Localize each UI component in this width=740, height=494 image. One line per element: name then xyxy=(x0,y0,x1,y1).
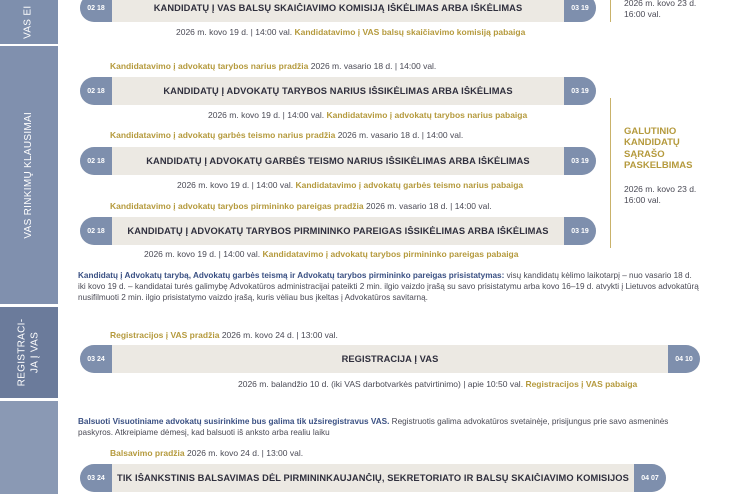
voting-note-heading: Balsuoti Visuotiniame advokatų susirinkime bus galima tik užsiregistravus VAS. xyxy=(78,417,390,426)
registration-end-caption: 2026 m. balandžio 10 d. (iki VAS darbotvarkės patvirtinimo) | apie 10:50 val. Registracijos į VAS pabaiga xyxy=(238,379,638,389)
timeline-start-caption: Kandidatavimo į advokatų garbės teismo narius pradžia 2026 m. vasario 18 d. | 14:00 val. xyxy=(110,130,464,140)
timeline-title: TIK IŠANKSTINIS BALSAVIMAS DĖL PIRMININKAUJANČIŲ, SEKRETORIATO IR BALSŲ SKAIČIAVIMO KOMISIJOS xyxy=(117,473,629,483)
final-divider-top xyxy=(610,0,611,22)
timeline-end-caption: 2026 m. kovo 19 d. | 14:00 val. Kandidatavimo į VAS balsų skaičiavimo komisiją pabaiga xyxy=(176,27,526,37)
end-date-cap: 03 19 xyxy=(564,147,596,175)
timeline-title: KANDIDATŲ Į ADVOKATŲ TARYBOS PIRMININKO PAREIGAS IŠSIKĖLIMAS ARBA IŠKĖLIMAS xyxy=(127,226,549,236)
timeline-end-caption: 2026 m. kovo 19 d. | 14:00 val. Kandidatavimo į advokatų tarybos pirmininko pareigas pabaiga xyxy=(144,249,519,259)
end-date-cap: 03 19 xyxy=(564,217,596,245)
end-date-cap: 04 07 xyxy=(634,464,666,492)
timeline-bar-court-of-honour xyxy=(80,147,596,175)
timeline-end-caption: 2026 m. kovo 19 d. | 14:00 val. Kandidatavimo į advokatų tarybos narius pabaiga xyxy=(208,110,528,120)
voting-note-text: Registruotis galima advokatūros svetainėje, prisijungus prie savo asmeninės paskyros. Atkreipiame dėmesį, kad balsuoti iš anksto arba realiu laiku xyxy=(78,417,669,438)
sidebar-tab-label: VAS EI xyxy=(22,5,34,39)
voting-start-caption: Balsavimo pradžia 2026 m. kovo 24 d. | 13:00 val. xyxy=(110,448,304,458)
sidebar-tab-election-questions xyxy=(0,46,58,304)
final-divider xyxy=(610,98,611,248)
timeline-bar-council-members xyxy=(80,77,596,105)
end-date-cap: 03 19 xyxy=(564,0,596,22)
sidebar-tab-label: REGISTRACI- JA Į VAS xyxy=(16,318,40,387)
start-date-cap: 02 18 xyxy=(80,0,112,22)
presentation-text: visų kandidatų kėlimo laikotarpį – nuo vasario 18 d. iki kovo 19 d. – kandidatai turės galimybę Advokatūros administracijai pateikti 2 min. ilgio vaizdo įrašą su savo prisistatymu arba kovo 16–19 d. atvykti į Lietuvos advokatūrą nusifilmuoti 2 min. ilgio prisistatymo vaizdo įrašą, kuris vėliau bus įkeltas į Advokatūros savitarną. xyxy=(78,271,699,303)
start-date-cap: 02 18 xyxy=(80,147,112,175)
end-date-cap: 04 10 xyxy=(668,345,700,373)
timeline-title: KANDIDATŲ Į ADVOKATŲ GARBĖS TEISMO NARIUS IŠSIKĖLIMAS ARBA IŠKĖLIMAS xyxy=(146,156,530,166)
sidebar-tab-vas-election xyxy=(0,0,58,44)
final-list-title: GALUTINIO KANDIDATŲ SĄRAŠO PASKELBIMAS xyxy=(624,126,693,172)
end-date-cap: 03 19 xyxy=(564,77,596,105)
start-date-cap: 03 24 xyxy=(80,345,112,373)
presentation-heading: Kandidatų į Advokatų tarybą, Advokatų garbės teismą ir Advokatų tarybos pirmininko pareigas prisistatymas: xyxy=(78,271,505,280)
sidebar-tab-voting xyxy=(0,401,58,494)
start-date-cap: 03 24 xyxy=(80,464,112,492)
sidebar-tab-label: VAS RINKIMŲ KLAUSIMAI xyxy=(22,111,34,239)
presentation-note xyxy=(78,270,700,303)
timeline-start-caption: Kandidatavimo į advokatų tarybos narius pradžia 2026 m. vasario 18 d. | 14:00 val. xyxy=(110,61,437,71)
timeline-bar-registration xyxy=(80,345,700,373)
timeline-title: REGISTRACIJA Į VAS xyxy=(341,354,439,364)
sidebar-tab-registration xyxy=(0,307,58,398)
final-list-top-date: 2026 m. kovo 23 d. 16:00 val. xyxy=(624,0,697,20)
timeline-bar-advance-voting xyxy=(80,464,666,492)
timeline-start-caption: Kandidatavimo į advokatų tarybos pirmininko pareigas pradžia 2026 m. vasario 18 d. | 14:00 val. xyxy=(110,201,492,211)
timeline-bar-counting-commission xyxy=(80,0,596,22)
timeline-title: KANDIDATŲ Į ADVOKATŲ TARYBOS NARIUS IŠSIKĖLIMAS ARBA IŠKĖLIMAS xyxy=(163,86,513,96)
registration-start-caption: Registracijos į VAS pradžia 2026 m. kovo 24 d. | 13:00 val. xyxy=(110,330,338,340)
start-date-cap: 02 18 xyxy=(80,217,112,245)
timeline-end-caption: 2026 m. kovo 19 d. | 14:00 val. Kandidatavimo į advokatų garbės teismo narius pabaiga xyxy=(177,180,524,190)
timeline-bar-council-chair xyxy=(80,217,596,245)
voting-note xyxy=(78,416,700,438)
timeline-title: KANDIDATŲ Į VAS BALSŲ SKAIČIAVIMO KOMISIJĄ IŠKĖLIMAS ARBA IŠKĖLIMAS xyxy=(153,3,523,13)
start-date-cap: 02 18 xyxy=(80,77,112,105)
final-list-date: 2026 m. kovo 23 d. 16:00 val. xyxy=(624,184,697,206)
